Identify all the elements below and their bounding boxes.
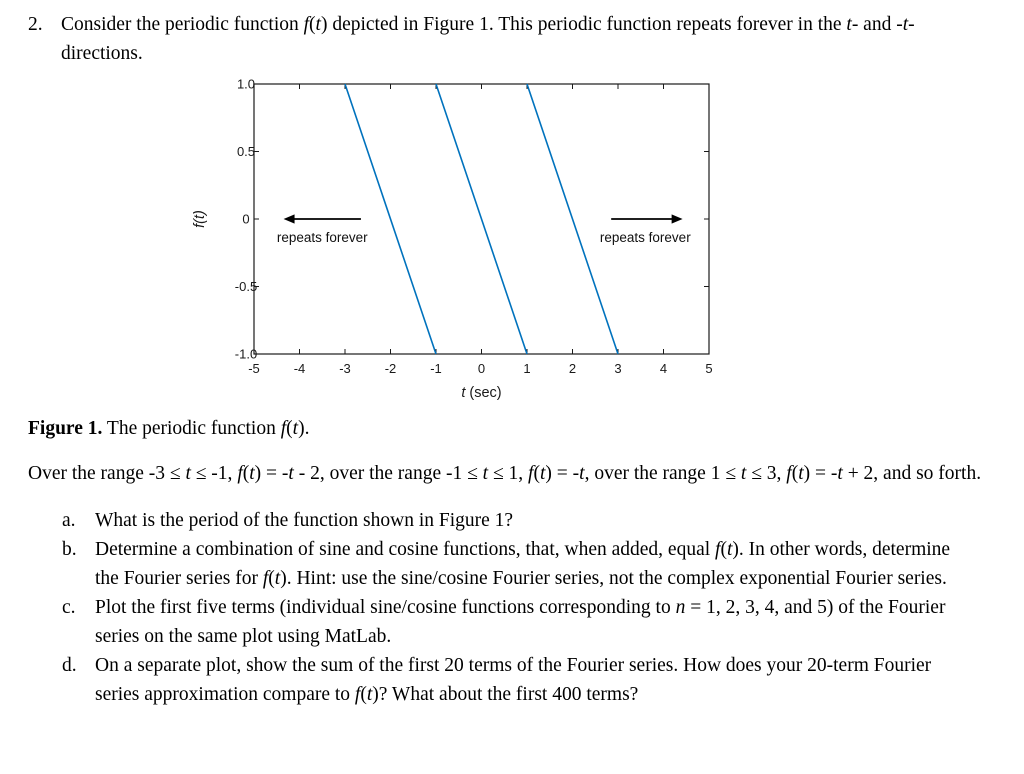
question-item xyxy=(62,506,994,535)
question-text: Plot the first five terms (individual sine/cosine functions corresponding to n = 1, 2, 3, 4, and 5) of the Fourier series on the same plot using MatLab. xyxy=(95,597,946,647)
svg-text:-3: -3 xyxy=(339,361,351,376)
problem-statement xyxy=(28,10,994,68)
question-text: On a separate plot, show the sum of the first 20 terms of the Fourier series. How does your 20-term Fourier series approximation compare to f(t)? What about the first 400 terms? xyxy=(95,655,932,705)
svg-text:5: 5 xyxy=(705,361,713,376)
svg-text:f(t): f(t) xyxy=(192,210,208,228)
svg-text:-1.0: -1.0 xyxy=(234,346,258,362)
figure-1 xyxy=(186,74,994,402)
svg-text:3: 3 xyxy=(614,361,622,376)
svg-text:-0.5: -0.5 xyxy=(234,279,258,294)
svg-text:0: 0 xyxy=(242,211,250,227)
question-text: Determine a combination of sine and cosine functions, that, when added, equal f(t). In other words, determine the Fourier series for f(t). Hint: use the sine/cosine Fourier series, not the complex exponential Fourier series. xyxy=(95,539,951,589)
problem-number: 2. xyxy=(28,14,43,35)
svg-text:1: 1 xyxy=(523,361,531,376)
svg-text:4: 4 xyxy=(659,361,668,376)
question-label: d. xyxy=(62,655,77,676)
svg-text:-1: -1 xyxy=(430,361,442,376)
question-item xyxy=(62,651,994,709)
svg-text:t (sec): t (sec) xyxy=(461,385,502,401)
svg-text:-5: -5 xyxy=(248,361,260,376)
svg-text:2: 2 xyxy=(568,361,577,376)
question-list xyxy=(62,506,994,709)
problem-intro: Consider the periodic function f(t) depicted in Figure 1. This periodic function repeats forever in the t- and -t-directions. xyxy=(61,14,915,64)
question-item xyxy=(62,535,994,593)
svg-text:repeats forever: repeats forever xyxy=(599,229,691,245)
question-text: What is the period of the function shown in Figure 1? xyxy=(95,510,514,531)
svg-text:1.0: 1.0 xyxy=(236,76,256,92)
svg-text:-2: -2 xyxy=(384,361,397,376)
question-label: a. xyxy=(62,510,76,531)
question-item xyxy=(62,593,994,651)
figure-caption: Figure 1. The periodic function f(t). xyxy=(28,418,310,439)
figure-1-plot xyxy=(186,74,724,402)
svg-text:-4: -4 xyxy=(293,361,306,376)
question-label: b. xyxy=(62,539,77,560)
svg-text:0.5: 0.5 xyxy=(236,144,256,159)
svg-text:repeats forever: repeats forever xyxy=(276,229,368,245)
question-label: c. xyxy=(62,597,76,618)
range-paragraph: Over the range -3 ≤ t ≤ -1, f(t) = -t - 2, over the range -1 ≤ t ≤ 1, f(t) = -t, over the range 1 ≤ t ≤ 3, f(t) = -t + 2, and so forth. xyxy=(28,463,982,484)
svg-text:0: 0 xyxy=(477,361,486,376)
